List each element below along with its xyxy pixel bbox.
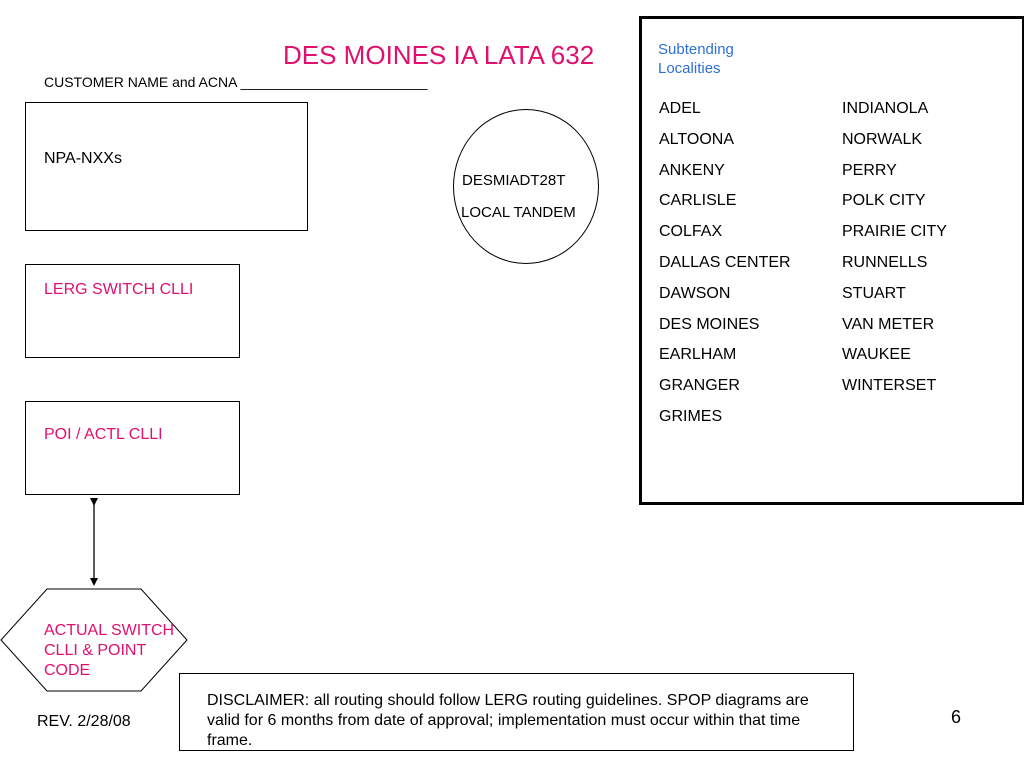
local-tandem-label: LOCAL TANDEM bbox=[461, 204, 576, 221]
lerg-switch-clli-label: LERG SWITCH CLLI bbox=[44, 281, 194, 298]
tandem-clli-label: DESMIADT28T bbox=[462, 172, 566, 189]
locality-item: POLK CITY bbox=[842, 192, 926, 210]
locality-item: ADEL bbox=[659, 100, 701, 117]
localities-column-1 bbox=[659, 94, 791, 433]
locality-item: CARLISLE bbox=[659, 192, 737, 210]
actual-switch-clli-point-code-label: ACTUAL SWITCH CLLI & POINT CODE bbox=[44, 622, 175, 679]
customer-name-acna-line: CUSTOMER NAME and ACNA ________________________ bbox=[44, 74, 428, 90]
localities-column-2 bbox=[842, 94, 947, 402]
revision-date: REV. 2/28/08 bbox=[37, 713, 131, 730]
subtending-localities-heading: Subtending Localities bbox=[658, 41, 734, 77]
locality-item: PRAIRIE CITY bbox=[842, 223, 947, 241]
page-number: 6 bbox=[951, 707, 962, 727]
locality-item: INDIANOLA bbox=[842, 100, 929, 117]
locality-item: RUNNELLS bbox=[842, 253, 928, 271]
locality-item: COLFAX bbox=[659, 223, 723, 241]
locality-item: GRIMES bbox=[659, 407, 723, 425]
poi-actl-clli-label: POI / ACTL CLLI bbox=[44, 426, 163, 443]
locality-item: NORWALK bbox=[842, 130, 923, 148]
locality-item: VAN METER bbox=[842, 315, 935, 333]
locality-item: STUART bbox=[842, 284, 906, 302]
disclaimer-text: DISCLAIMER: all routing should follow LERG routing guidelines. SPOP diagrams are valid for 6 months from date of approval; implementation must occur within that time frame. bbox=[207, 692, 809, 749]
locality-item: DES MOINES bbox=[659, 315, 760, 333]
locality-item: GRANGER bbox=[659, 377, 740, 395]
locality-item: WAUKEE bbox=[842, 346, 911, 364]
locality-item: ANKENY bbox=[659, 161, 725, 179]
locality-item: DALLAS CENTER bbox=[659, 253, 791, 271]
locality-item: EARLHAM bbox=[659, 346, 737, 364]
page-title: DES MOINES IA LATA 632 bbox=[283, 40, 595, 70]
locality-item: ALTOONA bbox=[659, 130, 734, 148]
npa-nxx-label: NPA-NXXs bbox=[44, 150, 122, 167]
locality-item: DAWSON bbox=[659, 284, 731, 302]
locality-item: PERRY bbox=[842, 161, 897, 179]
locality-item: WINTERSET bbox=[842, 377, 937, 395]
